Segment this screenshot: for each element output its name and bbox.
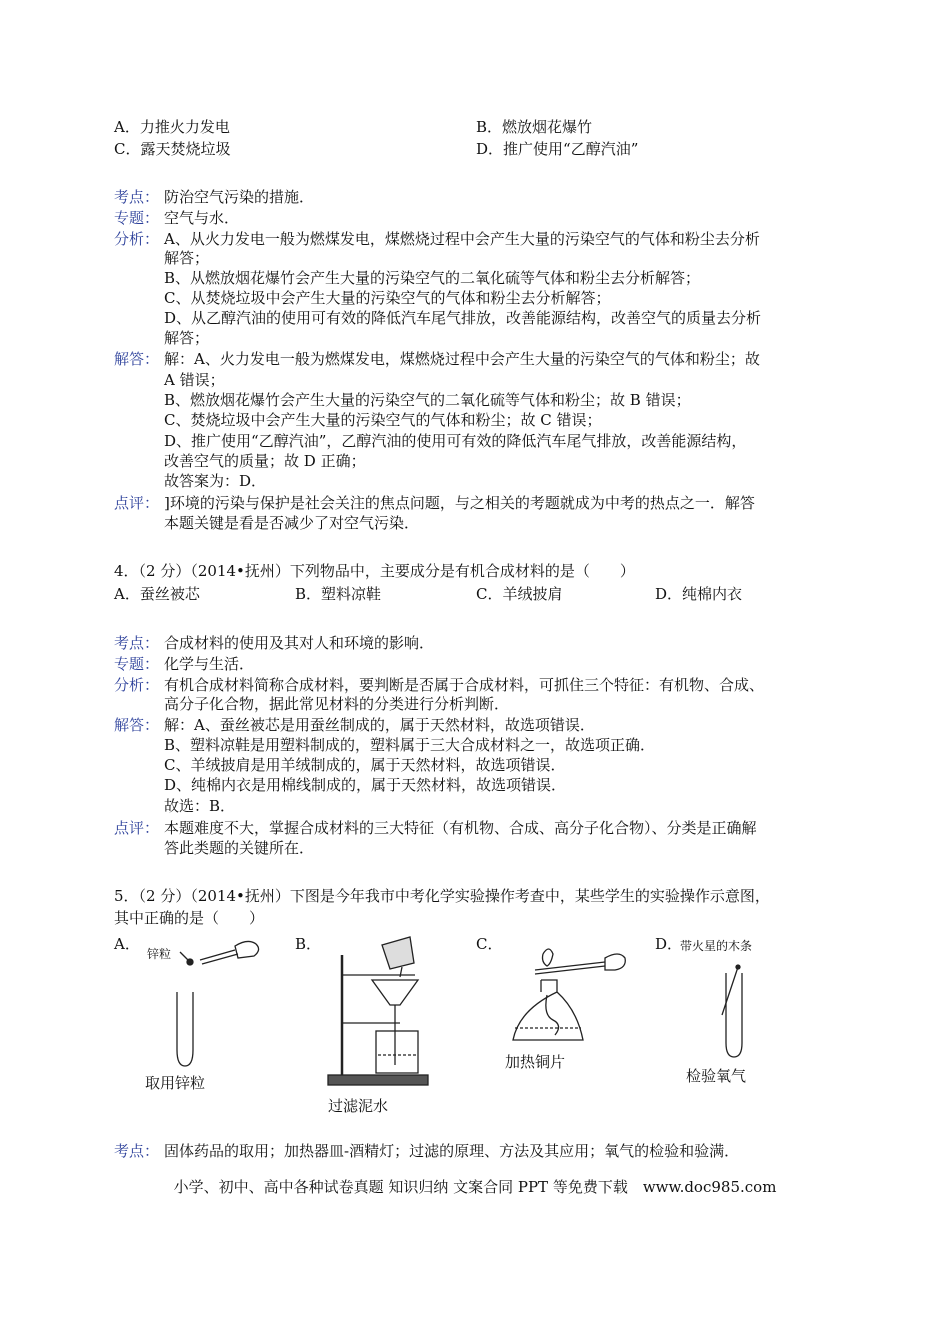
q3-jieda-line: D、推广使用“乙醇汽油”，乙醇汽油的使用可有效的降低汽车尾气排放，改善能源结构， [164, 432, 747, 450]
q4-option-a: A．蚕丝被芯 [114, 585, 200, 603]
q5-option-b: B． [295, 935, 322, 953]
fig-b-filtration-illustration [320, 935, 440, 1095]
q3-kaodian-row [114, 187, 314, 207]
q4-option-d: D．纯棉内衣 [655, 585, 743, 603]
q3-option-c: C．露天焚烧垃圾 [114, 140, 231, 158]
q5-kaodian-row [114, 1141, 739, 1161]
zhuanti-label: 专题： [114, 655, 160, 673]
q5-option-a: A． [114, 935, 140, 953]
q3-option-a: A．力推火力发电 [114, 118, 230, 136]
q4-kaodian: 合成材料的使用及其对人和环境的影响． [164, 634, 435, 652]
q3-zhuanti: 空气与水． [164, 209, 240, 227]
fig-a-zinc-illustration [140, 930, 270, 1080]
q4-zhuanti-row [114, 654, 254, 674]
fig-a-label: 锌粒 [147, 947, 172, 961]
q3-jieda-line: B、燃放烟花爆竹会产生大量的污染空气的二氧化硫等气体和粉尘；故 B 错误； [164, 391, 691, 409]
q4-jieda-line: 故选：B． [164, 797, 236, 815]
fig-d-caption: 检验氧气 [686, 1067, 747, 1085]
q4-jieda-line: D、纯棉内衣是用棉线制成的，属于天然材料，故选项错误． [164, 776, 567, 794]
q3-dianping-row [114, 493, 755, 513]
q3-fenxi-line: D、从乙醇汽油的使用可有效的降低汽车尾气排放，改善能源结构，改善空气的质量去分析 [164, 309, 762, 327]
q4-fenxi-row [114, 675, 764, 695]
dianping-label: 点评： [114, 494, 160, 512]
q3-fenxi-row [114, 229, 760, 249]
q4-jieda-line: C、羊绒披肩是用羊绒制成的，属于天然材料，故选项错误． [164, 756, 566, 774]
dianping-label: 点评： [114, 819, 160, 837]
q3-jieda-line: A 错误； [164, 371, 225, 389]
q3-fenxi-line: C、从焚烧垃圾中会产生大量的污染空气的气体和粉尘去分析解答； [164, 289, 611, 307]
jieda-label: 解答： [114, 716, 160, 734]
kaodian-label: 考点： [114, 188, 160, 206]
q4-dianping-row [114, 818, 757, 838]
q4-zhuanti: 化学与生活． [164, 655, 255, 673]
q3-option-d: D．推广使用“乙醇汽油” [476, 140, 639, 158]
zhuanti-label: 专题： [114, 209, 160, 227]
fig-d-label: 带火星的木条 [680, 939, 753, 953]
q5-option-d: D． [655, 935, 683, 953]
q3-fenxi-line: 解答； [164, 249, 210, 267]
q3-kaodian: 防治空气污染的措施． [164, 188, 315, 206]
fig-c-caption: 加热铜片 [505, 1053, 566, 1071]
fig-b-caption: 过滤泥水 [328, 1097, 389, 1115]
q3-jieda-line: C、焚烧垃圾中会产生大量的污染空气的气体和粉尘；故 C 错误； [164, 411, 602, 429]
q5-kaodian: 固体药品的取用；加热器皿-酒精灯；过滤的原理、方法及其应用；氧气的检验和验满． [164, 1142, 740, 1160]
q3-zhuanti-row [114, 208, 239, 228]
fenxi-label: 分析： [114, 230, 160, 248]
kaodian-label: 考点： [114, 1142, 160, 1160]
q5-option-c: C． [476, 935, 503, 953]
q3-option-b: B．燃放烟花爆竹 [476, 118, 593, 136]
q4-option-b: B．塑料凉鞋 [295, 585, 382, 603]
fig-d-oxygen-illustration [690, 955, 770, 1065]
q4-option-c: C．羊绒披肩 [476, 585, 563, 603]
fig-c-heating-illustration [505, 940, 635, 1050]
q4-fenxi-line: 高分子化合物，据此常见材料的分类进行分析判断． [164, 695, 510, 713]
q4-jieda-line: B、塑料凉鞋是用塑料制成的，塑料属于三大合成材料之一，故选项正确． [164, 736, 656, 754]
q3-jieda-line: 故答案为：D． [164, 472, 267, 490]
q3-fenxi-line: 解答； [164, 329, 210, 347]
page-footer: 小学、初中、高中各种试卷真题 知识归纳 文案合同 PPT 等免费下载 www.doc985.com [173, 1178, 777, 1196]
q3-dianping-line: ]环境的污染与保护是社会关注的焦点问题，与之相关的考题就成为中考的热点之一．解答 [164, 494, 755, 512]
fig-a-caption: 取用锌粒 [145, 1074, 206, 1092]
q4-stem: 4．（2 分）（2014•抚州）下列物品中，主要成分是有机合成材料的是（ ） [114, 562, 635, 580]
q4-jieda-line: 解：A、蚕丝被芯是用蚕丝制成的，属于天然材料，故选项错误． [164, 716, 595, 734]
q5-stem-line: 其中正确的是（ ） [114, 909, 265, 927]
q3-jieda-row [114, 349, 760, 369]
q3-jieda-line: 改善空气的质量；故 D 正确； [164, 452, 366, 470]
q3-jieda-line: 解：A、火力发电一般为燃煤发电，煤燃烧过程中会产生大量的污染空气的气体和粉尘；故 [164, 350, 760, 368]
q5-stem-line: 5．（2 分）（2014•抚州）下图是今年我市中考化学实验操作考查中，某些学生的实验操作示意图， [114, 887, 770, 905]
q4-dianping-line: 本题难度不大，掌握合成材料的三大特征（有机物、合成、高分子化合物）、分类是正确解 [164, 819, 757, 837]
q4-fenxi-line: 有机合成材料简称合成材料，要判断是否属于合成材料，可抓住三个特征：有机物、合成、 [164, 676, 765, 694]
q4-jieda-row [114, 715, 595, 735]
q3-fenxi-line: B、从燃放烟花爆竹会产生大量的污染空气的二氧化硫等气体和粉尘去分析解答； [164, 269, 701, 287]
q3-dianping-line: 本题关键是看是否减少了对空气污染． [164, 514, 420, 532]
kaodian-label: 考点： [114, 634, 160, 652]
q4-dianping-line: 答此类题的关键所在． [164, 839, 315, 857]
jieda-label: 解答： [114, 350, 160, 368]
q4-kaodian-row [114, 633, 434, 653]
fenxi-label: 分析： [114, 676, 160, 694]
q3-fenxi-line: A、从火力发电一般为燃煤发电，煤燃烧过程中会产生大量的污染空气的气体和粉尘去分析 [164, 230, 760, 248]
